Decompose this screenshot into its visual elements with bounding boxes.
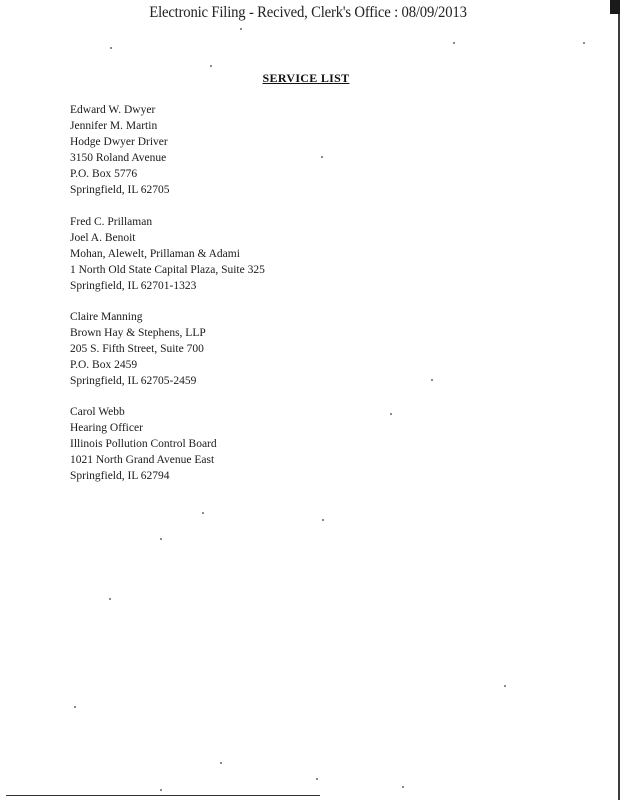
recipient-line: Claire Manning [70, 311, 143, 323]
recipient-block-manning [70, 309, 206, 389]
recipient-line: 1 North Old State Capital Plaza, Suite 325 [70, 264, 265, 276]
page-title: SERVICE LIST [262, 71, 350, 85]
filing-stamp-header: Electronic Filing - Recived, Clerk's Office : 08/09/2013 [149, 4, 467, 21]
recipient-line: 205 S. Fifth Street, Suite 700 [70, 343, 204, 355]
scan-speck [390, 413, 392, 415]
scan-speck [322, 519, 324, 521]
scan-corner-mark [610, 0, 620, 14]
scan-speck [321, 156, 323, 158]
recipient-line: Brown Hay & Stephens, LLP [70, 327, 206, 339]
scan-speck [202, 512, 204, 514]
scan-edge-right [618, 0, 620, 800]
recipient-line: Fred C. Prillaman [70, 216, 153, 228]
scan-speck [240, 28, 242, 30]
scan-speck [109, 598, 111, 600]
recipient-line: Jennifer M. Martin [70, 120, 158, 132]
recipient-line: P.O. Box 2459 [70, 359, 138, 371]
scan-speck [504, 685, 506, 687]
recipient-line: Hodge Dwyer Driver [70, 136, 168, 148]
scan-speck [453, 42, 455, 44]
recipient-line: Carol Webb [70, 406, 125, 418]
recipient-line: Springfield, IL 62705 [70, 184, 170, 196]
recipient-line: Springfield, IL 62794 [70, 470, 170, 482]
recipient-block-prillaman [70, 214, 265, 294]
recipient-line: Hearing Officer [70, 422, 143, 434]
recipient-line: Edward W. Dwyer [70, 104, 156, 116]
recipient-line: Joel A. Benoit [70, 232, 136, 244]
recipient-line: 3150 Roland Avenue [70, 152, 167, 164]
recipient-line: P.O. Box 5776 [70, 168, 138, 180]
recipient-line: 1021 North Grand Avenue East [70, 454, 215, 466]
recipient-block-webb [70, 404, 217, 484]
scan-speck [220, 762, 222, 764]
scan-speck [210, 65, 212, 67]
recipient-line: Illinois Pollution Control Board [70, 438, 217, 450]
scan-speck [110, 47, 112, 49]
scan-speck [583, 42, 585, 44]
recipient-line: Mohan, Alewelt, Prillaman & Adami [70, 248, 240, 260]
recipient-block-dwyer [70, 102, 170, 198]
scan-speck [160, 538, 162, 540]
scan-speck [402, 786, 404, 788]
scan-speck [316, 778, 318, 780]
recipient-line: Springfield, IL 62701-1323 [70, 280, 197, 292]
recipient-line: Springfield, IL 62705-2459 [70, 375, 197, 387]
scan-edge-bottom [6, 795, 320, 796]
scan-speck [431, 379, 433, 381]
scan-speck [74, 706, 76, 708]
scan-speck [160, 789, 162, 791]
